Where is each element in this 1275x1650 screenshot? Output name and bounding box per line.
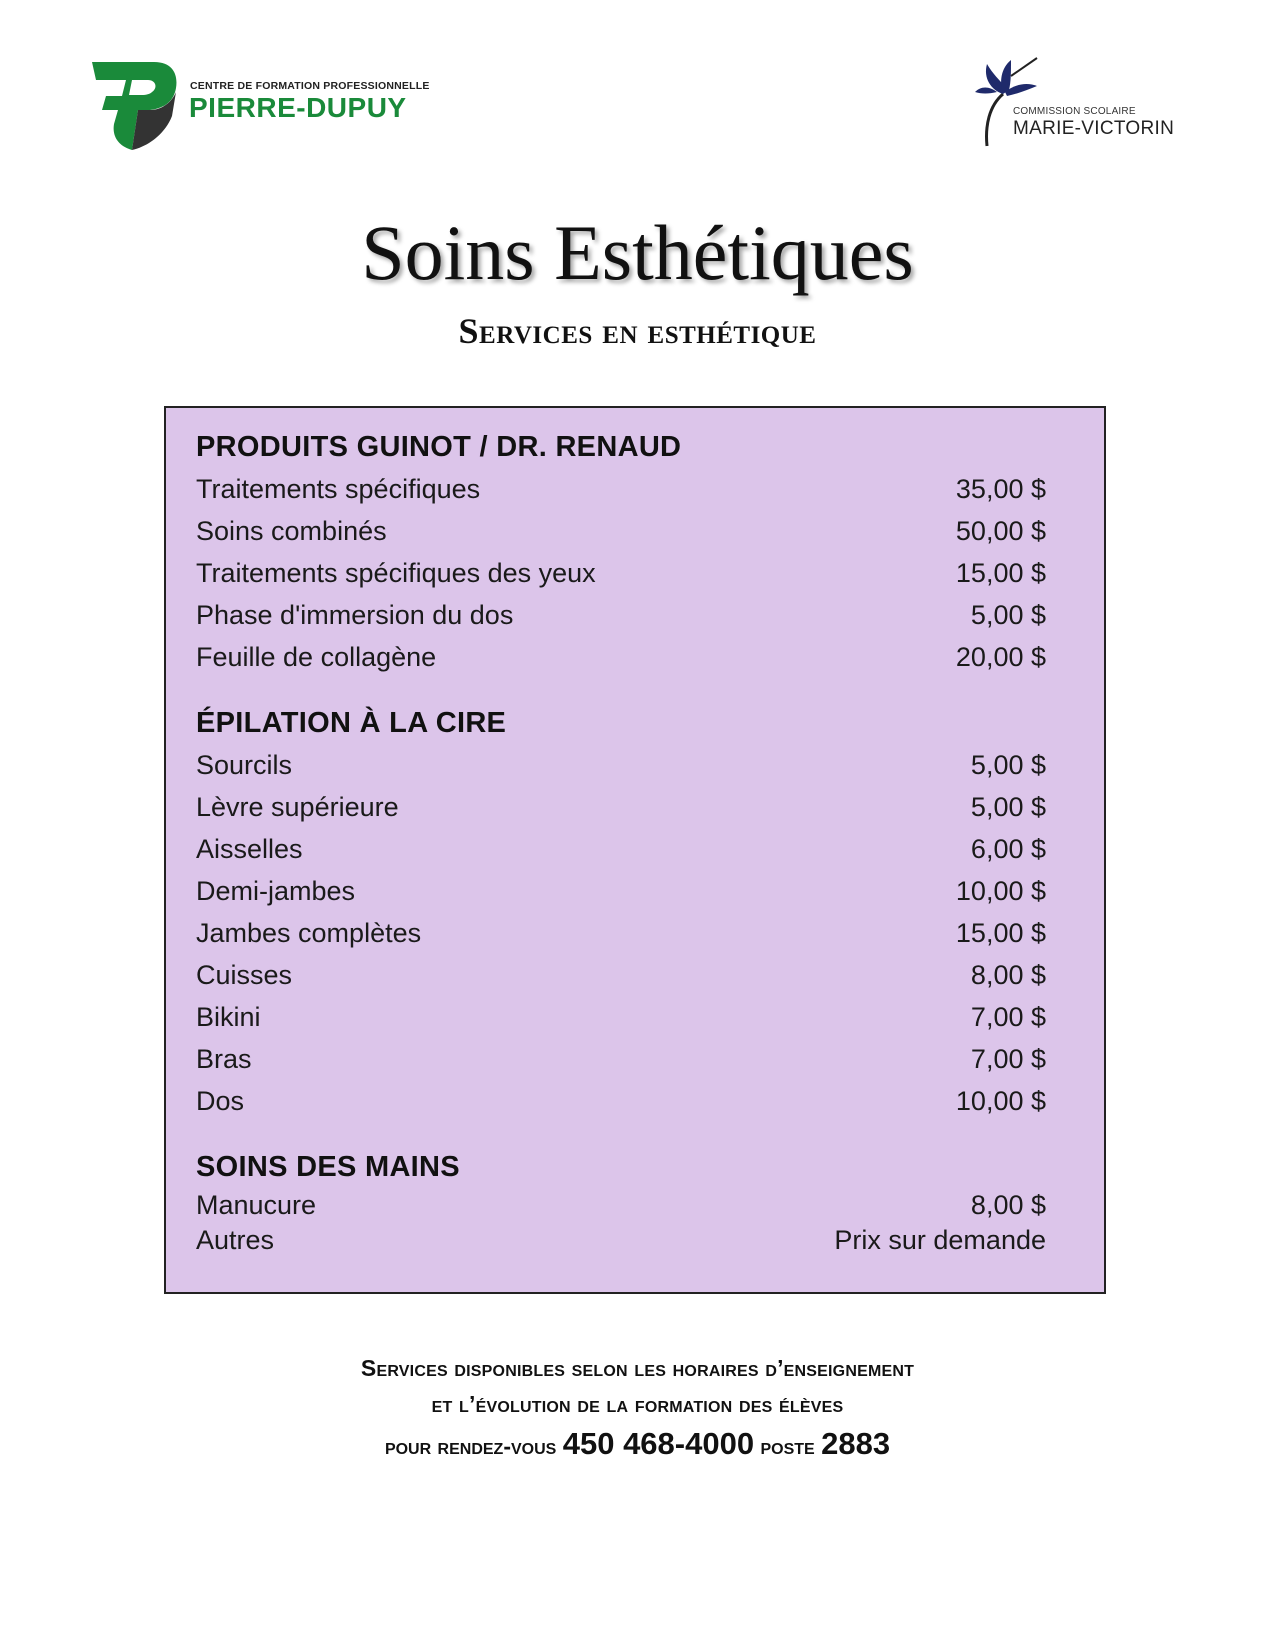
footer-rdv-label: pour rendez-vous <box>384 1433 557 1459</box>
item-label: Traitements spécifiques <box>196 473 481 504</box>
section-epilation <box>196 702 1046 1122</box>
item-label: Soins combinés <box>196 515 387 546</box>
price-row <box>196 636 1046 678</box>
item-price: 10,00 $ <box>955 1085 1046 1116</box>
section-title: ÉPILATION À LA CIRE <box>196 707 507 739</box>
logo-right-small-text: COMMISSION SCOLAIRE <box>1013 106 1136 117</box>
price-row <box>196 870 1046 912</box>
price-row <box>196 1080 1046 1122</box>
item-price: 7,00 $ <box>970 1043 1046 1074</box>
price-row <box>196 468 1046 510</box>
item-price: 35,00 $ <box>955 473 1046 504</box>
price-row <box>196 954 1046 996</box>
item-label: Lèvre supérieure <box>196 791 399 822</box>
price-list-box <box>164 406 1106 1294</box>
item-label: Aisselles <box>196 833 303 864</box>
price-row <box>196 594 1046 636</box>
item-price: Prix sur demande <box>834 1225 1046 1255</box>
item-price: 5,00 $ <box>970 749 1046 780</box>
section-title: SOINS DES MAINS <box>196 1151 460 1183</box>
section-title: PRODUITS GUINOT / DR. RENAUD <box>196 431 682 463</box>
item-price: 20,00 $ <box>955 641 1046 672</box>
item-label: Feuille de collagène <box>196 641 437 672</box>
phone-number: 450 468-4000 <box>562 1426 755 1461</box>
price-row <box>196 510 1046 552</box>
item-price: 5,00 $ <box>970 599 1046 630</box>
page-subtitle: Services en esthétique <box>458 311 817 351</box>
price-row <box>196 786 1046 828</box>
item-price: 8,00 $ <box>970 959 1046 990</box>
item-price: 50,00 $ <box>955 515 1046 546</box>
price-row <box>196 1223 1046 1258</box>
section-produits <box>196 426 1046 678</box>
cs-marie-victorin-logo <box>975 56 1175 151</box>
item-label: Autres <box>196 1225 275 1255</box>
item-label: Jambes complètes <box>196 917 422 948</box>
price-row <box>196 1038 1046 1080</box>
logo-right-big-text: MARIE-VICTORIN <box>1013 118 1175 139</box>
item-price: 6,00 $ <box>970 833 1046 864</box>
footer-notice <box>0 1350 1275 1466</box>
logo-left-big-text: PIERRE-DUPUY <box>189 92 407 123</box>
price-row <box>196 744 1046 786</box>
item-price: 10,00 $ <box>955 875 1046 906</box>
price-row <box>196 552 1046 594</box>
item-price: 7,00 $ <box>970 1001 1046 1032</box>
footer-line-3 <box>0 1422 1275 1466</box>
price-row <box>196 828 1046 870</box>
item-label: Phase d'immersion du dos <box>196 599 514 630</box>
item-label: Bikini <box>196 1001 261 1032</box>
phone-extension: 2883 <box>821 1426 891 1461</box>
logo-left-small-text: CENTRE DE FORMATION PROFESSIONNELLE <box>190 80 430 92</box>
page-title: Soins Esthétiques <box>361 209 914 296</box>
cfp-logo-icon <box>92 62 182 150</box>
price-row <box>196 912 1046 954</box>
section-soins-mains <box>196 1146 1046 1258</box>
item-label: Bras <box>196 1043 252 1074</box>
item-label: Sourcils <box>196 749 293 780</box>
item-label: Manucure <box>196 1190 317 1220</box>
item-price: 8,00 $ <box>970 1190 1046 1220</box>
footer-line-1: Services disponibles selon les horaires d’enseignement <box>360 1355 915 1381</box>
price-row <box>196 996 1046 1038</box>
footer-poste-label: poste <box>760 1433 815 1459</box>
item-price: 15,00 $ <box>955 917 1046 948</box>
item-price: 15,00 $ <box>955 557 1046 588</box>
item-label: Demi-jambes <box>196 875 356 906</box>
cfp-pierre-dupuy-logo <box>92 62 432 152</box>
footer-line-2: et l’évolution de la formation des élèves <box>431 1391 844 1417</box>
price-row <box>196 1188 1046 1223</box>
item-label: Dos <box>196 1085 245 1116</box>
item-label: Traitements spécifiques des yeux <box>196 557 596 588</box>
item-label: Cuisses <box>196 959 293 990</box>
item-price: 5,00 $ <box>970 791 1046 822</box>
